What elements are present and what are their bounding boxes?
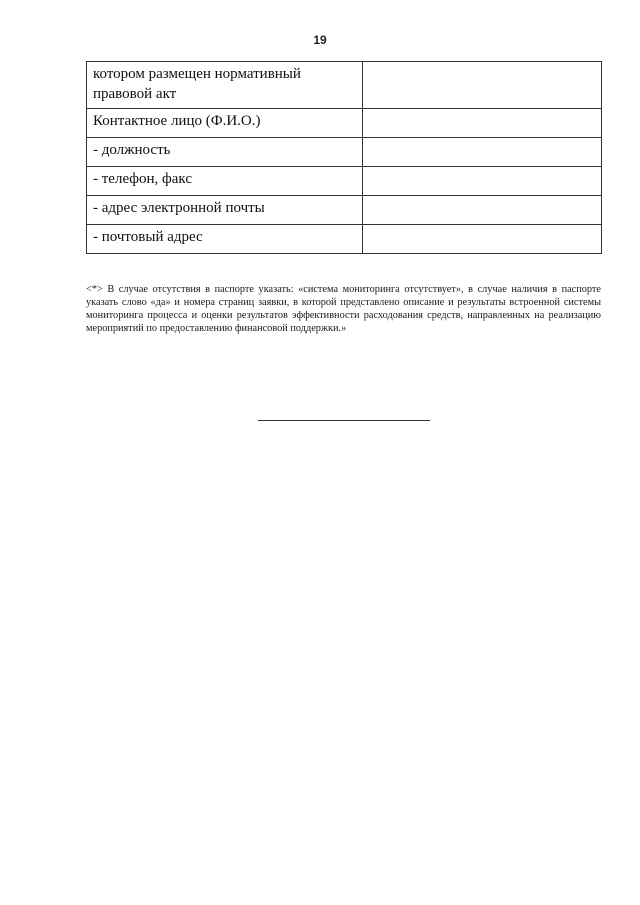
contact-info-table [86, 61, 602, 254]
separator-line [258, 420, 430, 421]
table-cell-label: - адрес электронной почты [87, 196, 363, 225]
table-row [87, 196, 602, 225]
page-number: 19 [313, 33, 327, 47]
table-cell-label-line: котором размещен нормативный [93, 66, 301, 82]
table-cell-value [363, 196, 602, 225]
table-cell-label: - телефон, факс [87, 167, 363, 196]
table-cell-label [87, 62, 363, 109]
table-cell-value [363, 167, 602, 196]
table-row [87, 62, 602, 109]
table-cell-value [363, 225, 602, 254]
table-cell-label: - почтовый адрес [87, 225, 363, 254]
table-cell-value [363, 62, 602, 109]
table-cell-value [363, 138, 602, 167]
table-row [87, 109, 602, 138]
table-row [87, 138, 602, 167]
table-row [87, 167, 602, 196]
table-row [87, 225, 602, 254]
table-cell-label: Контактное лицо (Ф.И.О.) [87, 109, 363, 138]
table-cell-label-line: правовой акт [93, 86, 177, 102]
table-cell-label: - должность [87, 138, 363, 167]
table-cell-value [363, 109, 602, 138]
footnote: <*> В случае отсутствия в паспорте указать: «система мониторинга отсутствует», в случае наличия в паспорте указать слово «да» и номера страниц заявки, в которой представлено описание и результаты встроенной системы мониторинга процесса и оценки результатов эффективности расходования средств, направленных на реализацию мероприятий по предоставлению финансовой поддержки.» [86, 284, 601, 334]
